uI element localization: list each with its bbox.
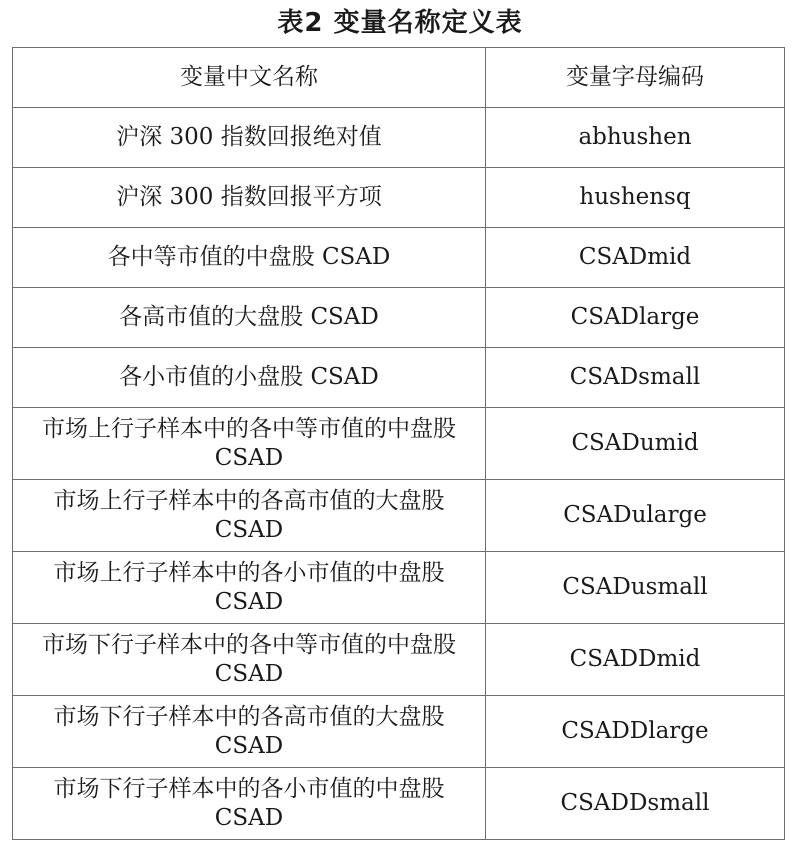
header-letter-code: 变量字母编码 bbox=[486, 48, 785, 108]
table-row bbox=[13, 228, 785, 288]
variable-code-cell: CSADDmid bbox=[486, 624, 785, 696]
variable-code-cell: CSADlarge bbox=[486, 288, 785, 348]
variable-code-cell: CSADmid bbox=[486, 228, 785, 288]
variable-code-cell: CSADDsmall bbox=[486, 768, 785, 840]
variable-name-cell: 市场下行子样本中的各中等市值的中盘股 CSAD bbox=[13, 624, 486, 696]
variable-name-cell: 市场上行子样本中的各高市值的大盘股 CSAD bbox=[13, 480, 486, 552]
table-row bbox=[13, 696, 785, 768]
table-row bbox=[13, 552, 785, 624]
variable-code-cell: hushensq bbox=[486, 168, 785, 228]
variable-code-cell: CSADularge bbox=[486, 480, 785, 552]
variable-definition-table bbox=[12, 47, 785, 840]
variable-name-cell: 市场下行子样本中的各小市值的中盘股 CSAD bbox=[13, 768, 486, 840]
header-chinese-name: 变量中文名称 bbox=[13, 48, 486, 108]
table-row bbox=[13, 348, 785, 408]
variable-code-cell: CSADsmall bbox=[486, 348, 785, 408]
table-title: 表2 变量名称定义表 bbox=[277, 8, 523, 38]
table-header-row bbox=[13, 48, 785, 108]
variable-name-cell: 市场上行子样本中的各中等市值的中盘股 CSAD bbox=[13, 408, 486, 480]
table-row bbox=[13, 288, 785, 348]
table-row bbox=[13, 624, 785, 696]
variable-name-cell: 各中等市值的中盘股 CSAD bbox=[13, 228, 486, 288]
variable-code-cell: CSADusmall bbox=[486, 552, 785, 624]
variable-code-cell: abhushen bbox=[486, 108, 785, 168]
variable-code-cell: CSADumid bbox=[486, 408, 785, 480]
variable-definition-table-container bbox=[12, 47, 784, 840]
variable-name-cell: 各小市值的小盘股 CSAD bbox=[13, 348, 486, 408]
table-row bbox=[13, 768, 785, 840]
variable-name-cell: 各高市值的大盘股 CSAD bbox=[13, 288, 486, 348]
variable-name-cell: 市场下行子样本中的各高市值的大盘股 CSAD bbox=[13, 696, 486, 768]
variable-name-cell: 市场上行子样本中的各小市值的中盘股 CSAD bbox=[13, 552, 486, 624]
table-row bbox=[13, 108, 785, 168]
variable-code-cell: CSADDlarge bbox=[486, 696, 785, 768]
variable-name-cell: 沪深 300 指数回报平方项 bbox=[13, 168, 486, 228]
table-row bbox=[13, 480, 785, 552]
variable-name-cell: 沪深 300 指数回报绝对值 bbox=[13, 108, 486, 168]
table-row bbox=[13, 168, 785, 228]
table-row bbox=[13, 408, 785, 480]
